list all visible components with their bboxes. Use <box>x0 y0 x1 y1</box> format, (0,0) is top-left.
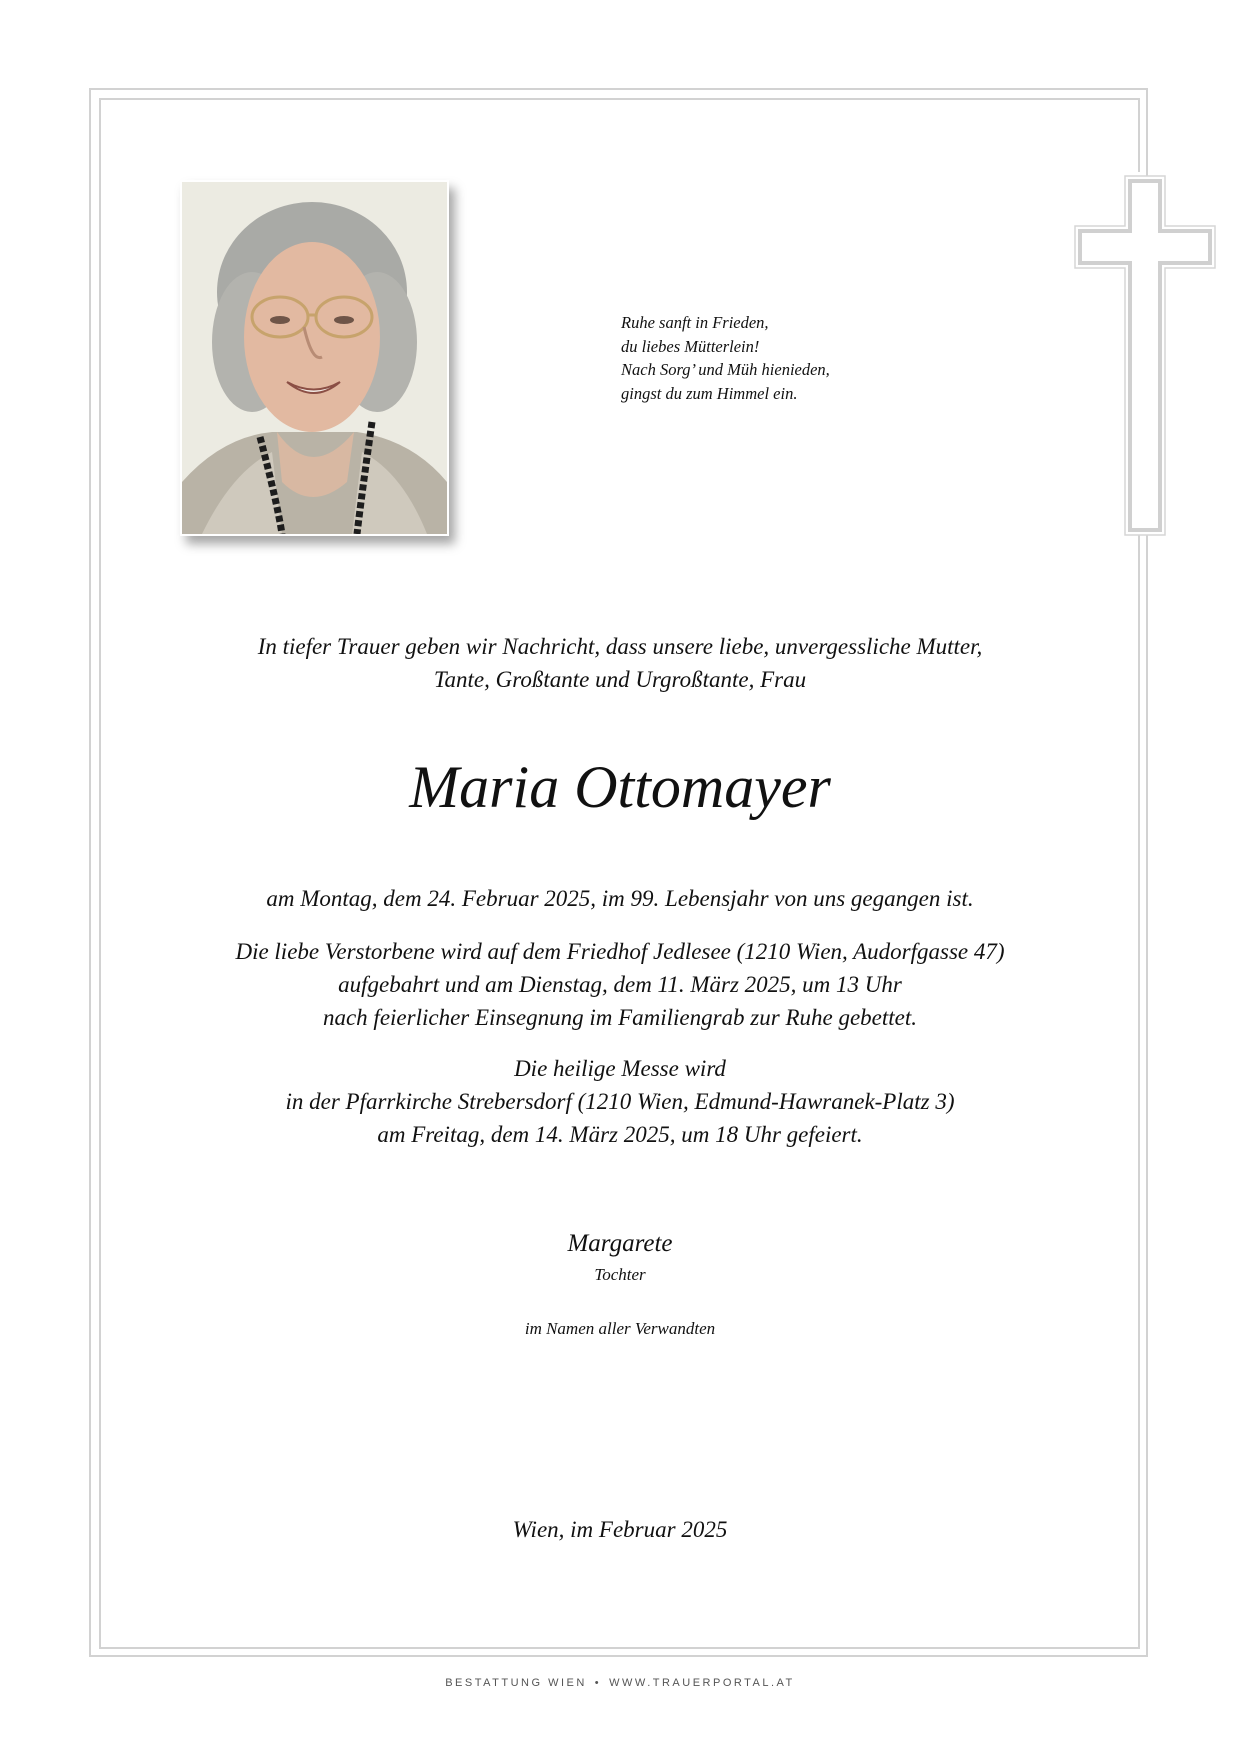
intro-line: Tante, Großtante und Urgroßtante, Frau <box>433 667 807 692</box>
footer-separator: • <box>594 1677 602 1689</box>
footer-company: BESTATTUNG WIEN <box>445 1677 587 1689</box>
mass-details <box>100 1052 1140 1151</box>
announcement-intro <box>100 630 1140 696</box>
signer-relation: Tochter <box>594 1265 646 1284</box>
poem <box>621 311 830 405</box>
footer-website-link[interactable]: WWW.TRAUERPORTAL.AT <box>609 1677 795 1689</box>
poem-line: du liebes Mütterlein! <box>621 336 760 356</box>
poem-line: gingst du zum Himmel ein. <box>621 383 798 403</box>
death-date-line: am Montag, dem 24. Februar 2025, im 99. Lebensjahr von uns gegangen ist. <box>266 886 974 911</box>
intro-line: In tiefer Trauer geben wir Nachricht, dass unsere liebe, unvergessliche Mutter, <box>257 634 983 659</box>
burial-line: aufgebahrt und am Dienstag, dem 11. März 2025, um 13 Uhr <box>338 972 902 997</box>
signer-name: Margarete <box>567 1230 673 1257</box>
deceased-name: Maria Ottomayer <box>409 754 831 820</box>
burial-line: nach feierlicher Einsegnung im Familiengrab zur Ruhe gebettet. <box>322 1005 918 1030</box>
mass-line: Die heilige Messe wird <box>514 1056 726 1081</box>
burial-line: Die liebe Verstorbene wird auf dem Friedhof Jedlesee (1210 Wien, Audorfgasse 47) <box>235 939 1005 964</box>
portrait-illustration <box>182 182 447 534</box>
portrait-photo <box>180 180 449 536</box>
cross-icon <box>1070 172 1220 542</box>
place-date: Wien, im Februar 2025 <box>512 1517 728 1542</box>
burial-details <box>100 935 1140 1034</box>
mass-line: am Freitag, dem 14. März 2025, um 18 Uhr gefeiert. <box>377 1122 863 1147</box>
poem-line: Ruhe sanft in Frieden, <box>621 313 769 332</box>
poem-line: Nach Sorg’ und Müh hienieden, <box>621 360 830 379</box>
family-line: im Namen aller Verwandten <box>524 1319 716 1338</box>
mass-line: in der Pfarrkirche Strebersdorf (1210 Wien, Edmund-Hawranek-Platz 3) <box>285 1089 955 1114</box>
footer <box>0 1677 1240 1689</box>
